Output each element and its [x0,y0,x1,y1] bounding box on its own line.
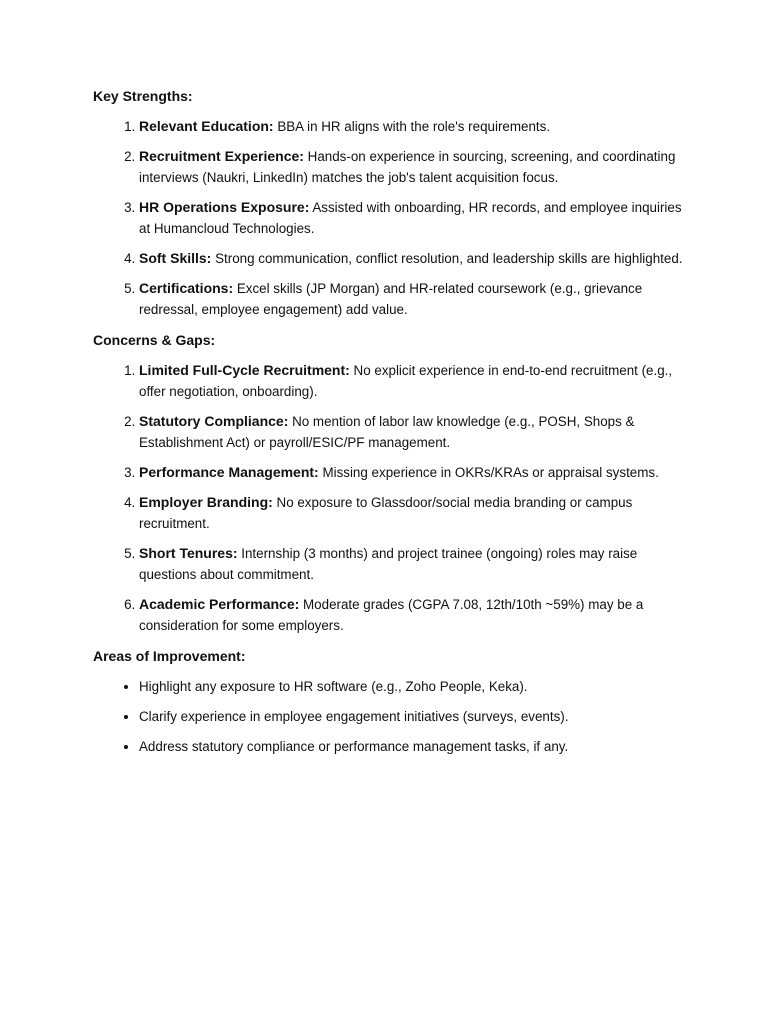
section-heading-areas-of-improvement: Areas of Improvement: [93,648,246,664]
list-item [139,278,683,320]
list-item [139,492,683,534]
item-text: Clarify experience in employee engagement initiatives (surveys, events). [139,709,569,724]
list-item [139,197,683,239]
list-item [139,676,683,697]
list-item [139,146,683,188]
list-item [139,594,683,636]
item-text: No mention of labor law knowledge (e.g., POSH, Shops & Establishment Act) or payroll/ESIC/PF management. [139,414,635,450]
item-term: Limited Full-Cycle Recruitment: [139,362,350,378]
item-term: Academic Performance: [139,596,300,612]
list-item [139,706,683,727]
item-term: Recruitment Experience: [139,148,304,164]
item-text: Excel skills (JP Morgan) and HR-related coursework (e.g., grievance redressal, employee engagement) add value. [139,281,643,317]
section-heading-concerns-gaps: Concerns & Gaps: [93,332,216,348]
list-item [139,116,683,137]
item-term: Performance Management: [139,464,319,480]
list-item [139,360,683,402]
key-strengths-list [93,116,683,320]
item-text: Missing experience in OKRs/KRAs or appraisal systems. [318,465,659,480]
section-heading-key-strengths: Key Strengths: [93,88,193,104]
item-text: Strong communication, conflict resolution, and leadership skills are highlighted. [211,251,683,266]
item-term: Short Tenures: [139,545,238,561]
document-body [93,86,683,767]
item-term: Soft Skills: [139,250,212,266]
item-term: HR Operations Exposure: [139,199,310,215]
list-item [139,736,683,757]
item-text: BBA in HR aligns with the role's requirements. [273,119,551,134]
item-text: Address statutory compliance or performance management tasks, if any. [139,739,569,754]
item-term: Relevant Education: [139,118,274,134]
item-text: Highlight any exposure to HR software (e.g., Zoho People, Keka). [139,679,528,694]
list-item [139,462,683,483]
list-item [139,543,683,585]
areas-of-improvement-list [93,676,683,757]
item-term: Employer Branding: [139,494,273,510]
item-text: Internship (3 months) and project trainee (ongoing) roles may raise questions about commitment. [139,546,638,582]
list-item [139,411,683,453]
item-text: No exposure to Glassdoor/social media branding or campus recruitment. [139,495,633,531]
item-term: Statutory Compliance: [139,413,289,429]
item-term: Certifications: [139,280,234,296]
item-text: Moderate grades (CGPA 7.08, 12th/10th ~59%) may be a consideration for some employers. [139,597,644,633]
item-text: No explicit experience in end-to-end recruitment (e.g., offer negotiation, onboarding). [139,363,673,399]
item-text: Hands-on experience in sourcing, screening, and coordinating interviews (Naukri, LinkedIn) matches the job's talent acquisition focus. [139,149,676,185]
list-item [139,248,683,269]
item-text: Assisted with onboarding, HR records, and employee inquiries at Humancloud Technologies. [139,200,682,236]
concerns-gaps-list [93,360,683,636]
